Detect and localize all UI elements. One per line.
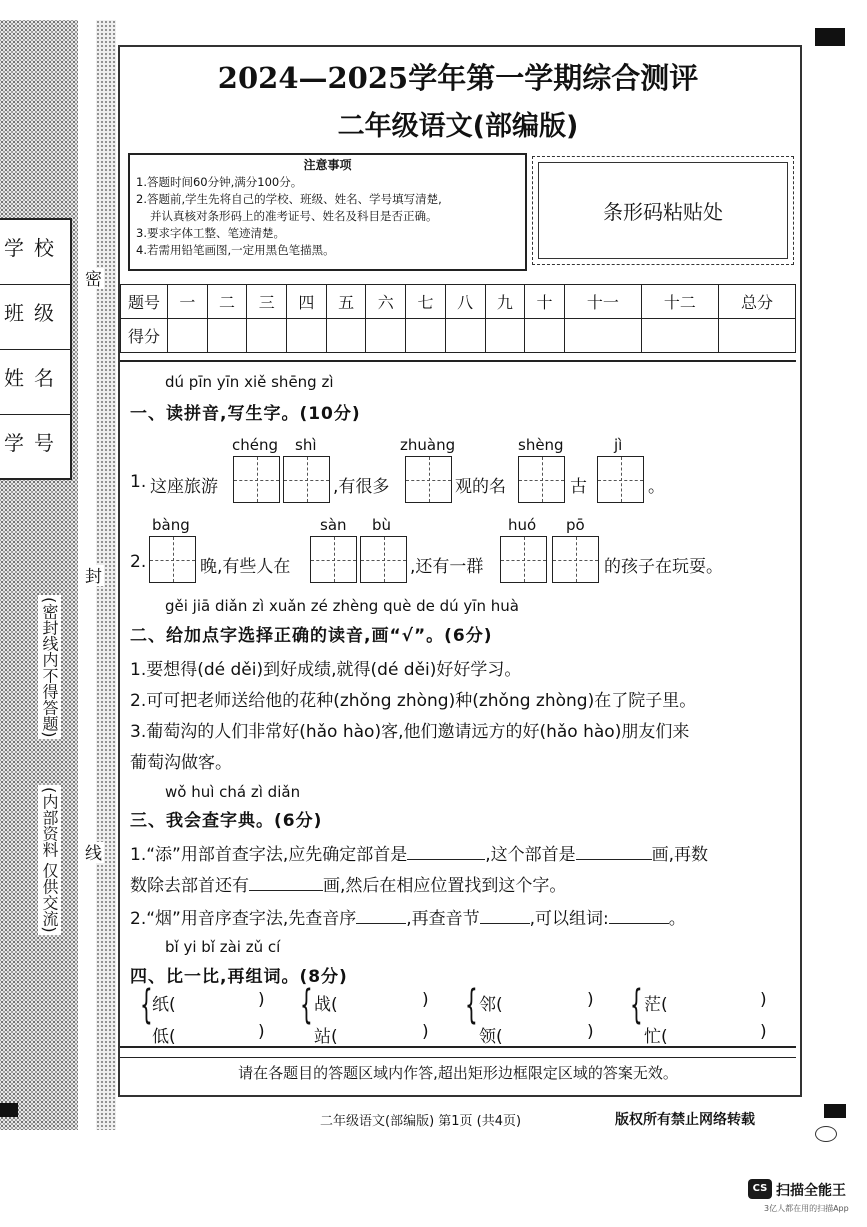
tianzige-box[interactable]	[405, 456, 452, 503]
seal-char-mi: 密	[79, 268, 104, 289]
q2-pinyin: gěi jiā diǎn zì xuǎn zé zhèng què de dú yīn huà	[165, 597, 519, 615]
seal-char-xian: 线	[79, 842, 104, 863]
q4-heading: 四、比一比,再组词。(8分)	[130, 967, 348, 987]
score-col-12: 十二	[641, 285, 718, 319]
score-col-1: 一	[168, 285, 208, 319]
copyright-notice: 版权所有禁止网络转载	[615, 1112, 755, 1128]
pair-close: )	[422, 990, 429, 1010]
q1-s1-text1: 这座旅游	[150, 477, 218, 497]
notice-item: 3.要求字体工整、笔迹清楚。	[136, 226, 285, 240]
field-student-id[interactable]	[0, 415, 70, 479]
q3-line-1	[130, 840, 708, 865]
notice-item: 4.若需用铅笔画图,一定用黑色笔描黑。	[136, 243, 335, 257]
field-school-label: 学校	[4, 236, 64, 260]
score-col-9: 九	[485, 285, 525, 319]
answer-blank[interactable]	[480, 909, 530, 924]
score-col-8: 八	[445, 285, 485, 319]
answer-blank[interactable]	[609, 909, 669, 924]
q1-s1-text4: 古	[570, 477, 587, 497]
score-col-5: 五	[326, 285, 366, 319]
q1-s1-text2: ,有很多	[333, 477, 390, 497]
brace-icon: {	[465, 982, 478, 1028]
score-row-label: 得分	[121, 319, 168, 353]
binding-margin-pattern	[0, 20, 78, 1130]
score-col-6: 六	[366, 285, 406, 319]
q3-text: 画,再数	[651, 845, 709, 865]
answer-blank[interactable]	[576, 845, 652, 860]
q3-text: 数除去部首还有	[130, 876, 249, 896]
pair-item[interactable]: 忙(	[644, 1027, 668, 1047]
score-table-score-row	[121, 319, 796, 353]
q2-item-1[interactable]: 1.要想得(dé děi)到好成绩,就得(dé děi)好好学习。	[130, 660, 522, 680]
q1-s1-text3: 观的名	[455, 477, 506, 497]
score-table	[120, 284, 796, 353]
pair-close: )	[422, 1022, 429, 1042]
word-pair-group	[630, 982, 775, 1050]
pair-item[interactable]: 低(	[152, 1027, 176, 1047]
notice-item: 并认真核对条形码上的准考证号、姓名及科目是否正确。	[150, 209, 438, 223]
q1-s1-text5: 。	[648, 477, 665, 497]
score-header-label: 题号	[121, 285, 168, 319]
score-col-4: 四	[287, 285, 327, 319]
word-pair-group	[140, 982, 270, 1050]
student-info-box	[0, 218, 72, 480]
score-cell[interactable]	[445, 319, 485, 353]
seal-char-feng: 封	[79, 565, 104, 586]
score-cell[interactable]	[287, 319, 327, 353]
field-school[interactable]	[0, 220, 70, 285]
tianzige-box[interactable]	[500, 536, 547, 583]
tianzige-box[interactable]	[149, 536, 196, 583]
pinyin-huo: huó	[508, 516, 537, 534]
q2-item-2[interactable]: 2.可可把老师送给他的花种(zhǒng zhòng)种(zhǒng zhòng)在了院子里。	[130, 691, 697, 711]
word-pair-group	[300, 982, 435, 1050]
word-pair-group	[465, 982, 600, 1050]
registration-mark-bottom-right	[824, 1104, 846, 1118]
q3-line-2	[130, 871, 566, 896]
pair-close: )	[587, 1022, 594, 1042]
pinyin-san: sàn	[320, 516, 347, 534]
notice-item: 2.答题前,学生先将自己的学校、班级、姓名、学号填写清楚,	[136, 192, 442, 206]
tianzige-box[interactable]	[310, 536, 357, 583]
field-student-id-label: 学号	[4, 431, 64, 455]
q2-item-3b: 葡萄沟做客。	[130, 753, 232, 773]
camscanner-logo-icon: CS	[748, 1179, 772, 1199]
internal-note: (内部资料 仅供交流)	[40, 787, 59, 933]
q3-text: 画,然后在相应位置找到这个字。	[323, 876, 567, 896]
q1-s2-text2: ,还有一群	[410, 557, 484, 577]
score-col-7: 七	[406, 285, 446, 319]
pair-item[interactable]: 站(	[314, 1027, 338, 1047]
exam-subtitle: 二年级语文(部编版)	[337, 111, 579, 142]
brace-icon: {	[630, 982, 643, 1028]
pinyin-po: pō	[566, 516, 585, 534]
pair-close: )	[258, 990, 265, 1010]
tianzige-box[interactable]	[233, 456, 280, 503]
pair-item[interactable]: 茫(	[644, 995, 668, 1015]
q1-s2-num: 2.	[130, 552, 147, 572]
q3-text: 。	[668, 909, 686, 929]
notice-box	[128, 153, 527, 271]
pair-item[interactable]: 战(	[314, 995, 338, 1015]
pinyin-sheng: shèng	[518, 436, 564, 454]
pinyin-ji: jì	[614, 436, 623, 454]
pair-item[interactable]: 纸(	[152, 995, 176, 1015]
barcode-area	[532, 156, 794, 265]
answer-blank[interactable]	[407, 845, 485, 860]
score-col-total: 总分	[718, 285, 795, 319]
q3-text: 2.“烟”用音序查字法,先查音序	[130, 909, 357, 929]
notice-item: 1.答题时间60分钟,满分100分。	[136, 175, 303, 189]
q1-s2-text3: 的孩子在玩耍。	[604, 557, 723, 577]
score-cell[interactable]	[406, 319, 446, 353]
notice-title: 注意事项	[303, 158, 352, 172]
score-cell[interactable]	[326, 319, 366, 353]
q2-heading: 二、给加点字选择正确的读音,画“√”。(6分)	[130, 626, 493, 646]
brace-icon: {	[300, 982, 313, 1028]
pinyin-shi: shì	[295, 436, 317, 454]
q3-pinyin: wǒ huì chá zì diǎn	[165, 783, 301, 801]
score-col-10: 十	[525, 285, 565, 319]
pair-close: )	[258, 1022, 265, 1042]
score-cell[interactable]	[485, 319, 525, 353]
exam-title: 2024—2025学年第一学期综合测评	[217, 61, 699, 95]
answer-blank[interactable]	[356, 909, 406, 924]
score-cell[interactable]	[247, 319, 287, 353]
score-cell[interactable]	[641, 319, 718, 353]
pair-close: )	[760, 990, 767, 1010]
score-cell[interactable]	[366, 319, 406, 353]
seal-note: (密封线内不得答题)	[40, 597, 59, 738]
registration-mark-top-right	[815, 28, 845, 46]
field-name-label: 姓名	[4, 366, 64, 390]
pinyin-bu: bù	[372, 516, 392, 534]
pinyin-cheng: chéng	[232, 436, 279, 454]
score-cell[interactable]	[564, 319, 641, 353]
tianzige-box[interactable]	[597, 456, 644, 503]
tianzige-box[interactable]	[360, 536, 407, 583]
q1-pinyin: dú pīn yīn xiě shēng zì	[165, 373, 334, 391]
tianzige-box[interactable]	[283, 456, 330, 503]
scanner-tagline: 3亿人都在用的扫描App	[764, 1204, 849, 1213]
q3-text: ,可以组词:	[529, 909, 609, 929]
score-cell[interactable]	[718, 319, 795, 353]
score-cell[interactable]	[207, 319, 247, 353]
score-table-header-row	[121, 285, 796, 319]
score-col-3: 三	[247, 285, 287, 319]
scanner-app-name: 扫描全能王	[776, 1183, 846, 1199]
pinyin-zhuang: zhuàng	[400, 436, 456, 454]
page-footer-info: 二年级语文(部编版) 第1页 (共4页)	[320, 1114, 522, 1129]
pair-close: )	[760, 1022, 767, 1042]
answer-blank[interactable]	[249, 876, 323, 891]
q1-s2-text1: 晚,有些人在	[200, 557, 291, 577]
score-cell[interactable]	[525, 319, 565, 353]
brace-icon: {	[140, 982, 153, 1028]
pinyin-bang: bàng	[152, 516, 190, 534]
spiral-mark-icon	[815, 1126, 837, 1142]
field-class[interactable]	[0, 285, 70, 350]
registration-mark-bottom-left	[0, 1103, 18, 1117]
q4-pinyin: bǐ yi bǐ zài zǔ cí	[165, 938, 281, 956]
tianzige-box[interactable]	[552, 536, 599, 583]
answer-region-note: 请在各题目的答题区域内作答,超出矩形边框限定区域的答案无效。	[120, 1057, 796, 1088]
q3-line-3	[130, 904, 686, 929]
pair-item[interactable]: 领(	[479, 1027, 503, 1047]
q3-text: 1.“添”用部首查字法,应先确定部首是	[130, 845, 408, 865]
score-cell[interactable]	[168, 319, 208, 353]
field-name[interactable]	[0, 350, 70, 415]
q3-heading: 三、我会查字典。(6分)	[130, 811, 323, 831]
tianzige-box[interactable]	[518, 456, 565, 503]
barcode-label: 条形码粘贴处	[603, 200, 723, 224]
pair-item[interactable]: 邻(	[479, 995, 503, 1015]
q3-text: ,再查音节	[406, 909, 480, 929]
field-class-label: 班级	[4, 301, 64, 325]
q3-text: ,这个部首是	[485, 845, 576, 865]
q2-item-3a[interactable]: 3.葡萄沟的人们非常好(hǎo hào)客,他们邀请远方的好(hǎo hào)朋友们来	[130, 722, 690, 742]
q1-s1-num: 1.	[130, 472, 147, 492]
q1-heading: 一、读拼音,写生字。(10分)	[130, 404, 361, 424]
pair-close: )	[587, 990, 594, 1010]
score-col-2: 二	[207, 285, 247, 319]
score-col-11: 十一	[564, 285, 641, 319]
